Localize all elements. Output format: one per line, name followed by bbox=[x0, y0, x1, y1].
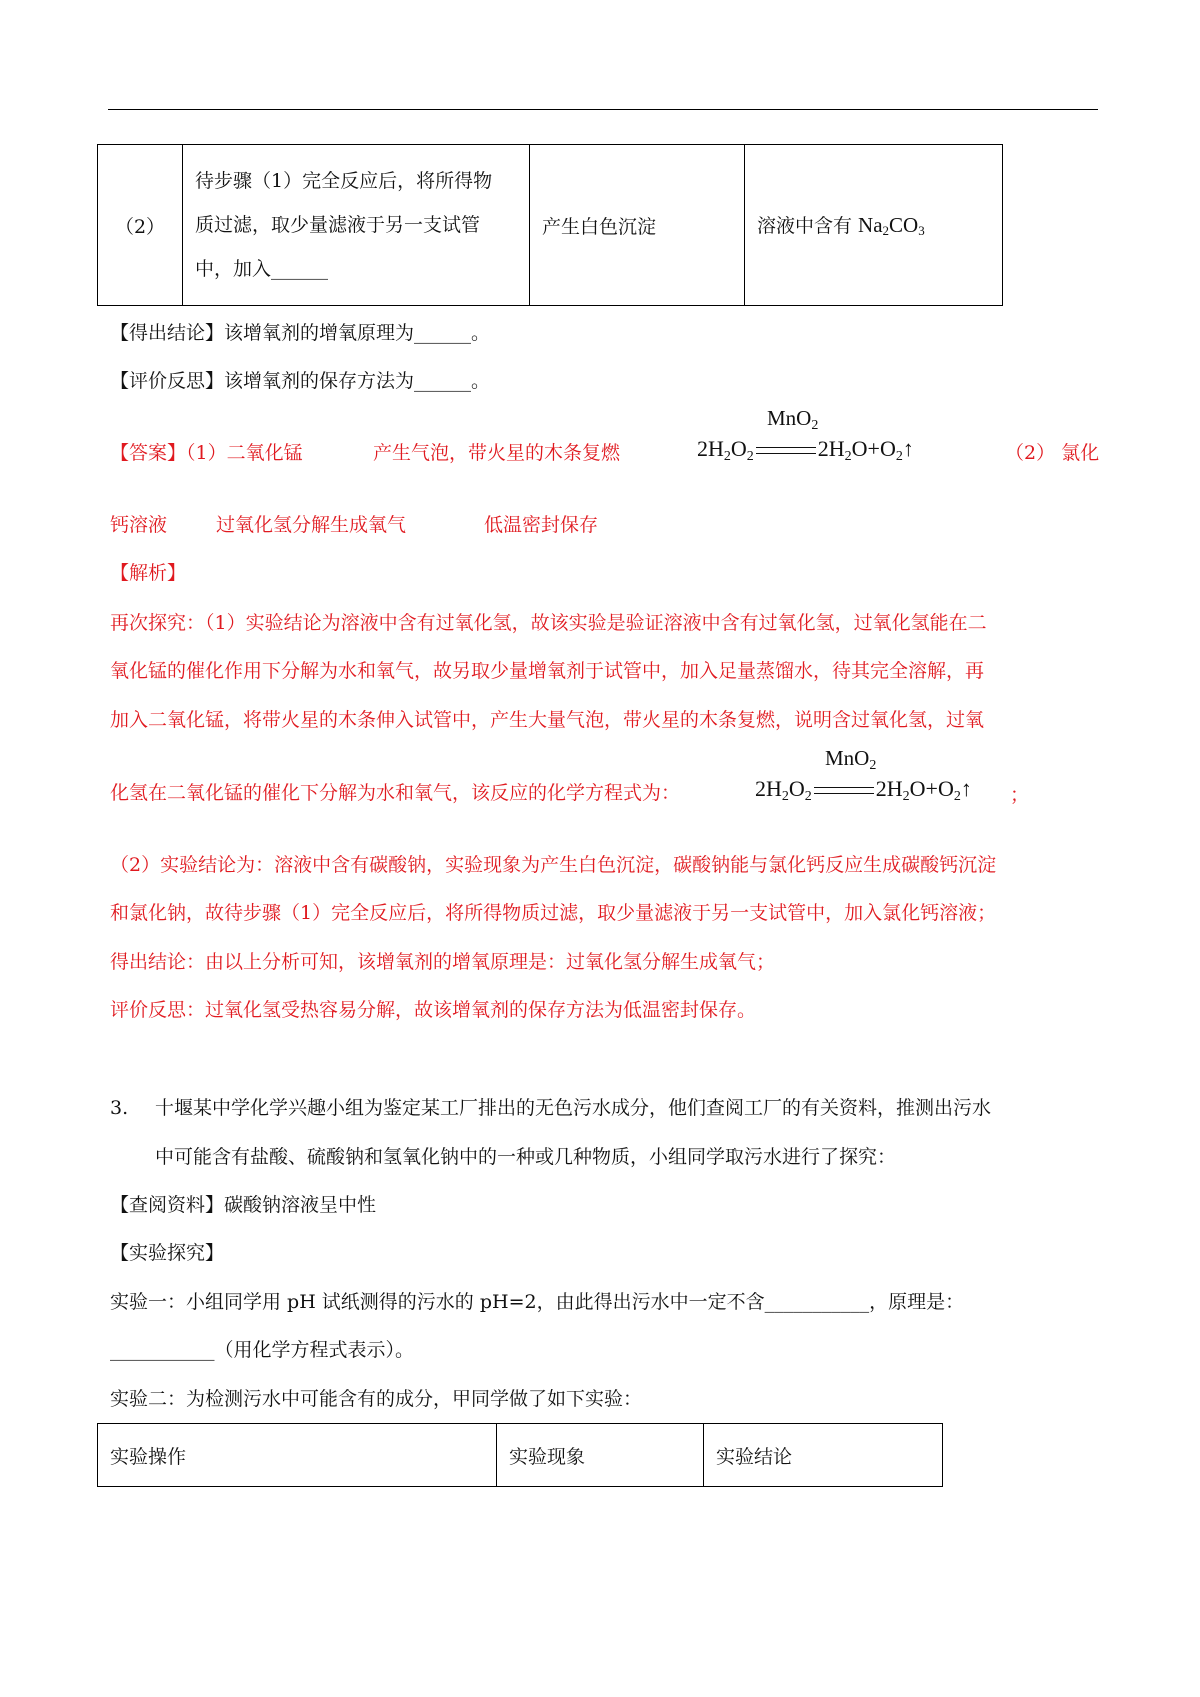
operation-line: 中，加入______ bbox=[195, 258, 329, 280]
answer-part3: （2） 氯化 bbox=[1005, 442, 1100, 464]
analysis-line: 和氯化钠，故待步骤（1）完全反应后，将所得物质过滤，取少量滤液于另一支试管中，加入氯化钙溶液； bbox=[110, 902, 997, 924]
experiment2-line: 实验二：为检测污水中可能含有的成分，甲同学做了如下实验： bbox=[110, 1388, 643, 1410]
na2co3-formula: Na2CO3 bbox=[858, 213, 925, 238]
question-number: 3. bbox=[110, 1097, 129, 1119]
reference-line: 【查阅资料】碳酸钠溶液呈中性 bbox=[110, 1194, 377, 1216]
answer-label: 【答案】 bbox=[110, 442, 187, 464]
question-text: 中可能含有盐酸、硫酸钠和氢氧化钠中的一种或几种物质，小组同学取污水进行了探究： bbox=[155, 1146, 897, 1168]
equals-sign bbox=[814, 787, 874, 794]
header-rule bbox=[108, 109, 1098, 110]
experiment1-line: ___________（用化学方程式表示）。 bbox=[110, 1339, 415, 1361]
step-number-cell: （2） bbox=[98, 145, 183, 306]
equals-sign bbox=[756, 447, 816, 454]
conclusion-cell bbox=[745, 145, 1003, 306]
explore-heading: 【实验探究】 bbox=[110, 1242, 225, 1264]
answer-item: 钙溶液 bbox=[110, 514, 168, 536]
phenomenon-cell: 产生白色沉淀 bbox=[530, 145, 745, 306]
table-header: 实验结论 bbox=[704, 1424, 943, 1487]
reflection-line: 【评价反思】该增氧剂的保存方法为______。 bbox=[110, 370, 491, 392]
catalyst-label: MnO$_2$ bbox=[767, 406, 819, 433]
table-row bbox=[98, 145, 1003, 306]
analysis-line: 加入二氧化锰，将带火星的木条伸入试管中，产生大量气泡，带火星的木条复燃，说明含过氧化氢，过氧 bbox=[110, 709, 985, 731]
table-header-row bbox=[98, 1424, 943, 1487]
chemical-equation: MnO$_2$ $2H_2O_2$ $2H_2O+O_2↑$ bbox=[755, 746, 972, 804]
operation-line: 质过滤，取少量滤液于另一支试管 bbox=[195, 214, 481, 236]
answer-part2: 产生气泡，带火星的木条复燃 bbox=[373, 442, 621, 464]
analysis-label: 【解析】 bbox=[110, 562, 187, 584]
analysis-equation-line: 化氢在二氧化锰的催化下分解为水和氧气，该反应的化学方程式为： bbox=[110, 782, 681, 804]
step-operation-cell bbox=[183, 145, 530, 306]
analysis-line: 再次探究：（1）实验结论为溶液中含有过氧化氢，故该实验是验证溶液中含有过氧化氢，过氧化氢能在二 bbox=[110, 612, 987, 634]
catalyst-label: MnO$_2$ bbox=[825, 746, 877, 773]
table-header: 实验操作 bbox=[98, 1424, 497, 1487]
question-text: 十堰某中学化学兴趣小组为鉴定某工厂排出的无色污水成分，他们查阅工厂的有关资料，推测出污水 bbox=[155, 1097, 992, 1119]
gas-arrow: ↑ bbox=[902, 436, 914, 461]
analysis-line: 氧化锰的催化作用下分解为水和氧气，故另取少量增氧剂于试管中，加入足量蒸馏水，待其完全溶解，再 bbox=[110, 660, 985, 682]
operation-line: 待步骤（1）完全反应后，将所得物 bbox=[195, 170, 493, 192]
analysis-line: （2）实验结论为：溶液中含有碳酸钠，实验现象为产生白色沉淀，碳酸钠能与氯化钙反应生成碳酸钙沉淀 bbox=[110, 854, 997, 876]
experiment-table bbox=[97, 1423, 943, 1487]
chemical-equation: MnO$_2$ $2H_2O_2$ $2H_2O+O_2↑$ bbox=[697, 406, 914, 464]
analysis-line: 得出结论：由以上分析可知，该增氧剂的增氧原理是：过氧化氢分解生成氧气； bbox=[110, 951, 776, 973]
analysis-equation-end: ； bbox=[1010, 784, 1030, 806]
gas-arrow: ↑ bbox=[960, 776, 972, 801]
analysis-line: 评价反思：过氧化氢受热容易分解，故该增氧剂的保存方法为低温密封保存。 bbox=[110, 999, 757, 1021]
answer-part1: （1）二氧化锰 bbox=[186, 442, 303, 464]
step2-table bbox=[97, 144, 1003, 306]
answer-line bbox=[110, 438, 303, 468]
answer-item: 低温密封保存 bbox=[484, 514, 599, 536]
table-header: 实验现象 bbox=[497, 1424, 704, 1487]
answer-item: 过氧化氢分解生成氧气 bbox=[216, 514, 407, 536]
conclusion-text: 溶液中含有 bbox=[757, 215, 859, 237]
experiment1-line: 实验一：小组同学用 pH 试纸测得的污水的 pH=2，由此得出污水中一定不含___________，原理是： bbox=[110, 1291, 965, 1313]
answer-line-2 bbox=[110, 510, 167, 540]
conclusion-line: 【得出结论】该增氧剂的增氧原理为______。 bbox=[110, 322, 491, 344]
